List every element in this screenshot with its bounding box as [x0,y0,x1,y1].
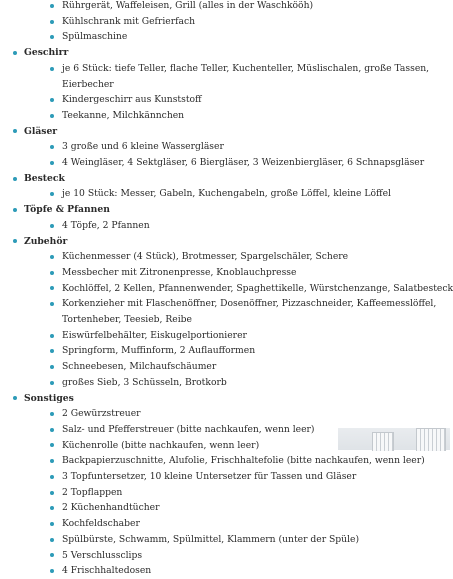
list-item: 2 Küchenhandtücher [62,502,160,514]
bullet-icon [50,428,54,432]
list-item: Spülmaschine [62,31,128,43]
list-item: Messbecher mit Zitronenpresse, Knoblauchpresse [62,266,297,278]
list-item: Rührgerät, Waffeleisen, Grill (alles in der Waschkööh) [62,0,314,11]
bullet-icon [50,412,54,416]
list-item: Kühlschrank mit Gefrierfach [62,15,196,27]
bullet-icon [50,161,54,165]
bullet-icon [50,67,54,71]
bullet-icon [50,334,54,338]
bullet-icon [50,349,54,353]
list-item-continuation: Eierbecher [62,78,114,90]
bullet-icon [50,538,54,542]
list-item: Kochlöffel, 2 Kellen, Pfannenwender, Spaghettikelle, Würstchenzange, Salatbesteck [62,282,453,294]
list-item: Korkenzieher mit Flaschenöffner, Dosenöffner, Pizzaschneider, Kaffeemesslöffel, [62,298,437,310]
bullet-icon [50,302,54,306]
list-item: 4 Töpfe, 2 Pfannen [62,219,150,231]
bullet-icon [13,239,17,243]
list-item: großes Sieb, 3 Schüsseln, Brotkorb [62,376,227,388]
bullet-icon [50,443,54,447]
list-item: Salz- und Pfefferstreuer (bitte nachkaufen, wenn leer) [62,423,315,435]
bullet-icon [50,145,54,149]
bullet-icon [50,381,54,385]
list-item-continuation: Tortenheber, Teesieb, Reibe [62,314,192,325]
section-heading: Besteck [24,172,65,184]
bullet-icon [13,129,17,133]
bullet-icon [50,98,54,102]
bullet-icon [50,365,54,369]
list-item: Schneebesen, Milchaufschäumer [62,361,217,373]
bullet-icon [50,569,54,573]
bullet-icon [13,177,17,181]
list-item: 3 Topfuntersetzer, 10 kleine Untersetzer für Tassen und Gläser [62,471,357,482]
bullet-icon [50,553,54,557]
bullet-icon [13,396,17,400]
bullet-icon [50,475,54,479]
list-item: Eiswürfelbehälter, Eiskugelportionierer [62,329,247,341]
bullet-icon [50,506,54,510]
list-item: Teekanne, Milchkännchen [62,109,185,121]
bullet-icon [13,208,17,212]
chair-back-right [416,428,446,451]
bullet-icon [50,522,54,526]
section-heading: Töpfe & Pfannen [24,204,110,216]
bullet-icon [50,286,54,290]
list-item: Küchenmesser (4 Stück), Brotmesser, Spargelschäler, Schere [62,251,349,263]
list-item: 4 Weingläser, 4 Sektgläser, 6 Biergläser, 3 Weizenbiergläser, 6 Schnapsgläser [62,157,425,168]
bullet-icon [50,20,54,24]
bullet-icon [50,192,54,196]
bullet-icon [50,255,54,259]
list-item: 2 Gewürzstreuer [62,408,141,420]
bullet-icon [50,35,54,39]
bullet-icon [50,459,54,463]
list-item: je 10 Stück: Messer, Gabeln, Kuchengabeln, große Löffel, kleine Löffel [62,188,391,200]
list-item: Spülbürste, Schwamm, Spülmittel, Klammern (unter der Spüle) [62,533,360,545]
section-heading: Sonstiges [24,392,74,404]
bullet-icon [50,4,54,8]
section-heading: Geschirr [24,47,69,59]
bullet-icon [50,224,54,228]
list-item: 3 große und 6 kleine Wassergläser [62,141,224,153]
list-item: Kindergeschirr aus Kunststoff [62,94,202,106]
bullet-icon [50,271,54,275]
chair-back-left [372,432,394,451]
list-item: Kochfeldschaber [62,518,140,530]
bullet-icon [50,114,54,118]
list-item: 4 Frischhaltedosen [62,565,152,577]
list-item: 5 Verschlussclips [62,549,143,561]
list-item: 2 Topflappen [62,486,123,498]
section-heading: Gläser [24,125,58,137]
corner-photo-fragment [338,428,450,450]
bullet-icon [50,491,54,495]
list-item: je 6 Stück: tiefe Teller, flache Teller, Kuchenteller, Müslischalen, große Tassen, [62,62,430,74]
list-item: Küchenrolle (bitte nachkaufen, wenn leer) [62,439,260,451]
section-heading: Zubehör [24,235,68,247]
list-item: Backpapierzuschnitte, Alufolie, Frischhaltefolie (bitte nachkaufen, wenn leer) [62,455,425,467]
list-item: Springform, Muffinform, 2 Auflaufformen [62,345,256,357]
bullet-icon [13,51,17,55]
